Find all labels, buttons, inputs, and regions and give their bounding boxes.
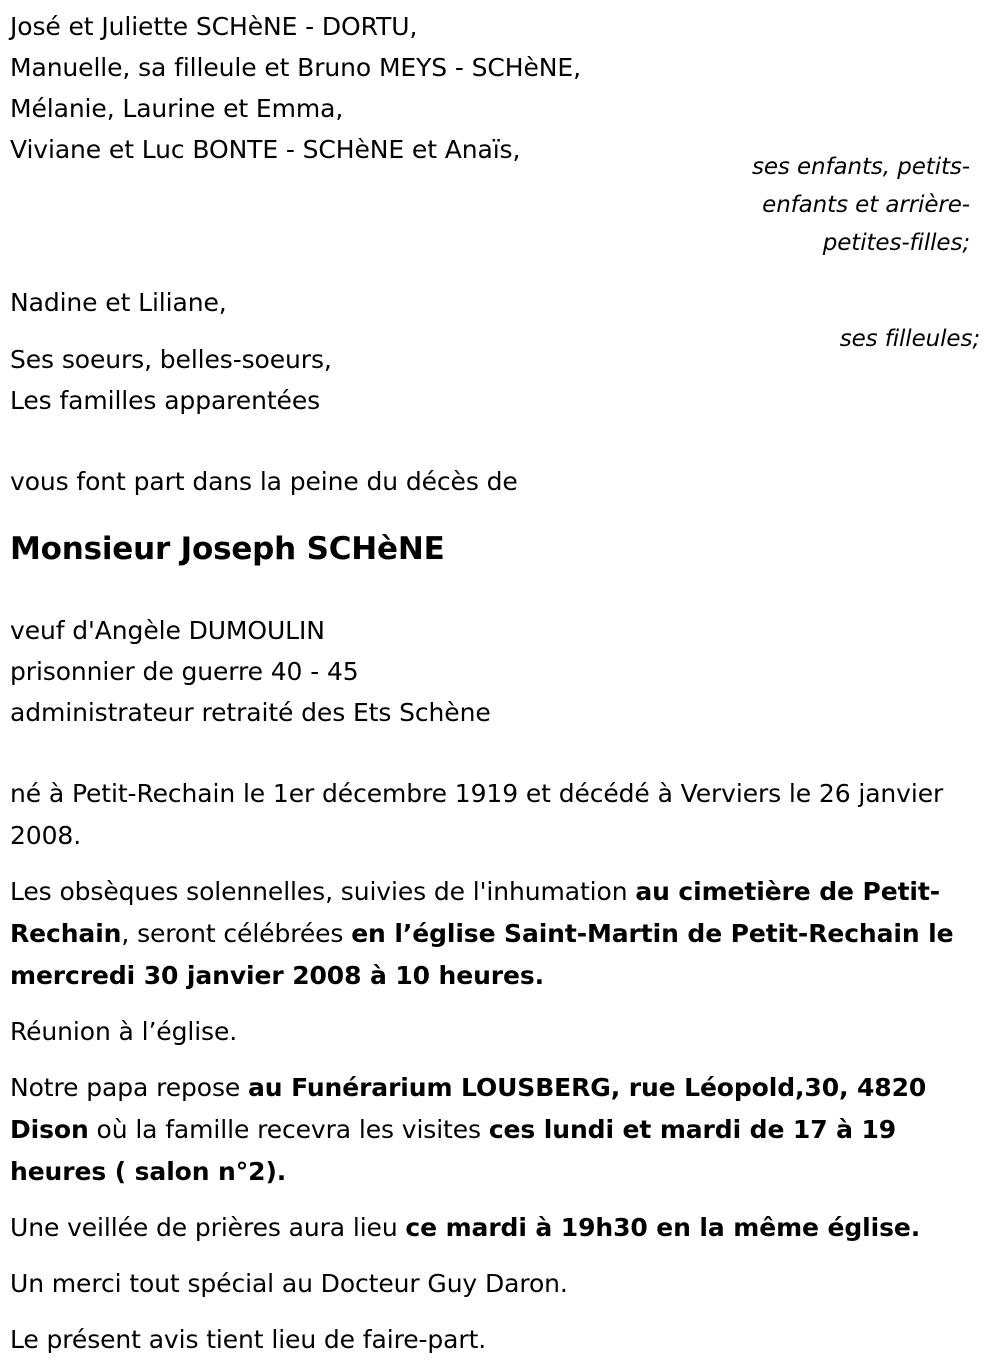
deceased-attribute: veuf d'Angèle DUMOULIN <box>10 616 325 645</box>
funeral-text-1: Les obsèques solennelles, suivies de l'inhumation <box>10 877 636 906</box>
visitation-bold-funerarium: au Funérarium LOUSBERG, rue Léopold,30, 4820 Dison <box>10 1073 927 1144</box>
spacer <box>10 997 988 1011</box>
spacer <box>10 1053 988 1067</box>
relation-line: enfants et arrière- <box>762 192 970 218</box>
announcer-line: Manuelle, sa filleule et Bruno MEYS - SCHèNE, <box>10 53 581 82</box>
relation-line: ses enfants, petits- <box>751 154 970 180</box>
children-relation-label <box>554 148 974 262</box>
funeral-paragraph <box>10 871 988 997</box>
visitation-paragraph <box>10 1067 988 1193</box>
goddaughters-relation-label <box>560 320 984 358</box>
visitation-text-2: où la famille recevra les visites <box>88 1115 489 1144</box>
deceased-attributes-block <box>10 610 988 733</box>
deceased-name: Monsieur Joseph SCHèNE <box>10 531 445 567</box>
announcer-line: José et Juliette SCHèNE - DORTU, <box>10 12 418 41</box>
spacer <box>10 857 988 871</box>
funeral-bold-cemetery: au cimetière de Petit-Rechain <box>10 877 941 948</box>
spacer <box>10 421 988 461</box>
vigil-text-1: Une veillée de prières aura lieu <box>10 1213 406 1242</box>
spacer <box>10 1305 988 1319</box>
goddaughters-line: Nadine et Liliane, <box>10 288 227 317</box>
funeral-bold-church: en l’église Saint-Martin de Petit-Rechain le mercredi 30 janvier 2008 à 10 heures. <box>10 919 954 990</box>
announcement-intro: vous font part dans la peine du décès de <box>10 467 518 496</box>
deceased-attribute: prisonnier de guerre 40 - 45 <box>10 657 359 686</box>
gathering-paragraph: Réunion à l’église. <box>10 1017 238 1046</box>
goddaughters-block <box>10 282 988 352</box>
relative-line: Les familles apparentées <box>10 386 321 415</box>
deceased-attribute: administrateur retraité des Ets Schène <box>10 698 491 727</box>
announcers-section <box>10 0 988 502</box>
announcer-line: Viviane et Luc BONTE - SCHèNE et Anaïs, <box>10 135 521 164</box>
relation-line: ses filleules; <box>839 326 980 352</box>
funeral-text-2: , seront célébrées <box>121 919 352 948</box>
spacer <box>10 502 988 528</box>
thanks-paragraph: Un merci tout spécial au Docteur Guy Daron. <box>10 1269 568 1298</box>
visitation-bold-hours: ces lundi et mardi de 17 à 19 heures ( salon n°2). <box>10 1115 897 1186</box>
relation-line: petites-filles; <box>822 230 970 256</box>
spacer <box>10 733 988 773</box>
vigil-bold-time: ce mardi à 19h30 en la même église. <box>405 1213 921 1242</box>
spacer <box>10 1249 988 1263</box>
closing-paragraph: Le présent avis tient lieu de faire-part. <box>10 1325 487 1354</box>
visitation-text-1: Notre papa repose <box>10 1073 249 1102</box>
spacer <box>10 570 988 610</box>
children-announcers-block <box>10 0 988 170</box>
spacer <box>10 1193 988 1207</box>
relative-line: Ses soeurs, belles-soeurs, <box>10 345 332 374</box>
birth-death-paragraph: né à Petit-Rechain le 1er décembre 1919 et décédé à Verviers le 26 janvier 2008. <box>10 779 944 850</box>
vigil-paragraph <box>10 1207 988 1249</box>
announcer-line: Mélanie, Laurine et Emma, <box>10 94 344 123</box>
